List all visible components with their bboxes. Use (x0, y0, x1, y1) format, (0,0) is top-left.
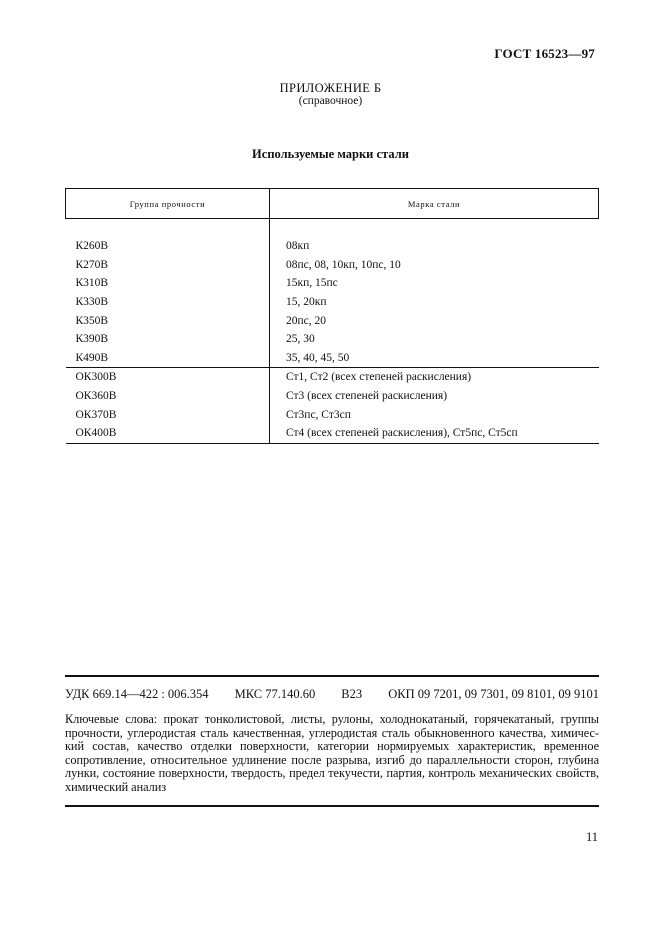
table-row (66, 237, 599, 256)
group-code: В23 (341, 687, 363, 701)
footer-top-rule (65, 675, 599, 677)
strength-group-cell: К350В (66, 311, 270, 330)
table-row (66, 349, 599, 368)
strength-group-cell: ОК400В (66, 424, 270, 443)
strength-group-cell: К330В (66, 293, 270, 312)
appendix-title: ПРИЛОЖЕНИЕ Б (279, 81, 382, 95)
steel-grades-table (65, 188, 599, 444)
steel-grade-cell: 08пс, 08, 10кп, 10пс, 10 (286, 258, 401, 271)
strength-group-cell: К490В (66, 349, 270, 368)
table-header-row (66, 189, 599, 219)
okp-code: ОКП 09 7201, 09 7301, 09 8101, 09 9101 (388, 687, 599, 701)
strength-group-cell: К390В (66, 330, 270, 349)
classification-line (65, 687, 599, 702)
footer-bottom-rule (65, 805, 599, 807)
column-header-strength-group: Группа прочности (66, 189, 270, 219)
document-standard-header: ГОСТ 16523—97 (494, 46, 595, 61)
page-number: 11 (586, 830, 599, 844)
appendix-subtitle: (справочное) (298, 95, 363, 107)
strength-group-cell: ОК300В (66, 368, 270, 387)
table-row (66, 293, 599, 312)
steel-grade-cell: Ст3 (всех степеней раскисления) (286, 390, 448, 403)
table-row (66, 387, 599, 406)
table-spacer-row (66, 219, 599, 238)
steel-grade-cell: 25, 30 (286, 333, 315, 346)
table-row (66, 405, 599, 424)
table-row (66, 424, 599, 443)
strength-group-cell: К270В (66, 256, 270, 275)
steel-grade-cell: Ст4 (всех степеней раскисления), Ст5пс, Ст5сп (270, 424, 599, 443)
steel-grade-cell: 15кп, 15пс (286, 277, 338, 290)
strength-group-cell: ОК360В (66, 387, 270, 406)
mks-code: МКС 77.140.60 (234, 687, 316, 701)
table-row (66, 256, 599, 275)
table-row (66, 330, 599, 349)
keywords-paragraph: Ключевые слова: прокат тонколистовой, листы, рулоны, холоднокатаный, горячекатаный, группы прочности, углеродистая сталь качественная, углеродистая сталь обыкновенного качества, химический состав, качество отделки поверхности, категории нормируемых характеристик, временное сопротивление, относительное удлинение после разрыва, изгиб до параллельности сторон, глубина лунки, состояние поверхности, твердость, предел текучести, партия, контроль механических свойств, химический анализ (65, 712, 599, 794)
udk-code: УДК 669.14—422 : 006.354 (65, 687, 209, 701)
table-row (66, 368, 599, 387)
steel-grade-cell: 35, 40, 45, 50 (286, 351, 350, 364)
table-row (66, 274, 599, 293)
column-header-steel-grade: Марка стали (270, 189, 599, 219)
table-title: Используемые марки стали (252, 147, 409, 161)
steel-grade-cell: 15, 20кп (286, 296, 327, 309)
steel-grade-cell: Ст1, Ст2 (всех степеней раскисления) (270, 368, 599, 387)
steel-grade-cell: 20пс, 20 (286, 314, 327, 327)
strength-group-cell: К260В (66, 237, 270, 256)
steel-grade-cell: 08кп (286, 240, 310, 253)
steel-grade-cell: Ст3пс, Ст3сп (286, 408, 351, 421)
table-row (66, 311, 599, 330)
strength-group-cell: К310В (66, 274, 270, 293)
strength-group-cell: ОК370В (66, 405, 270, 424)
